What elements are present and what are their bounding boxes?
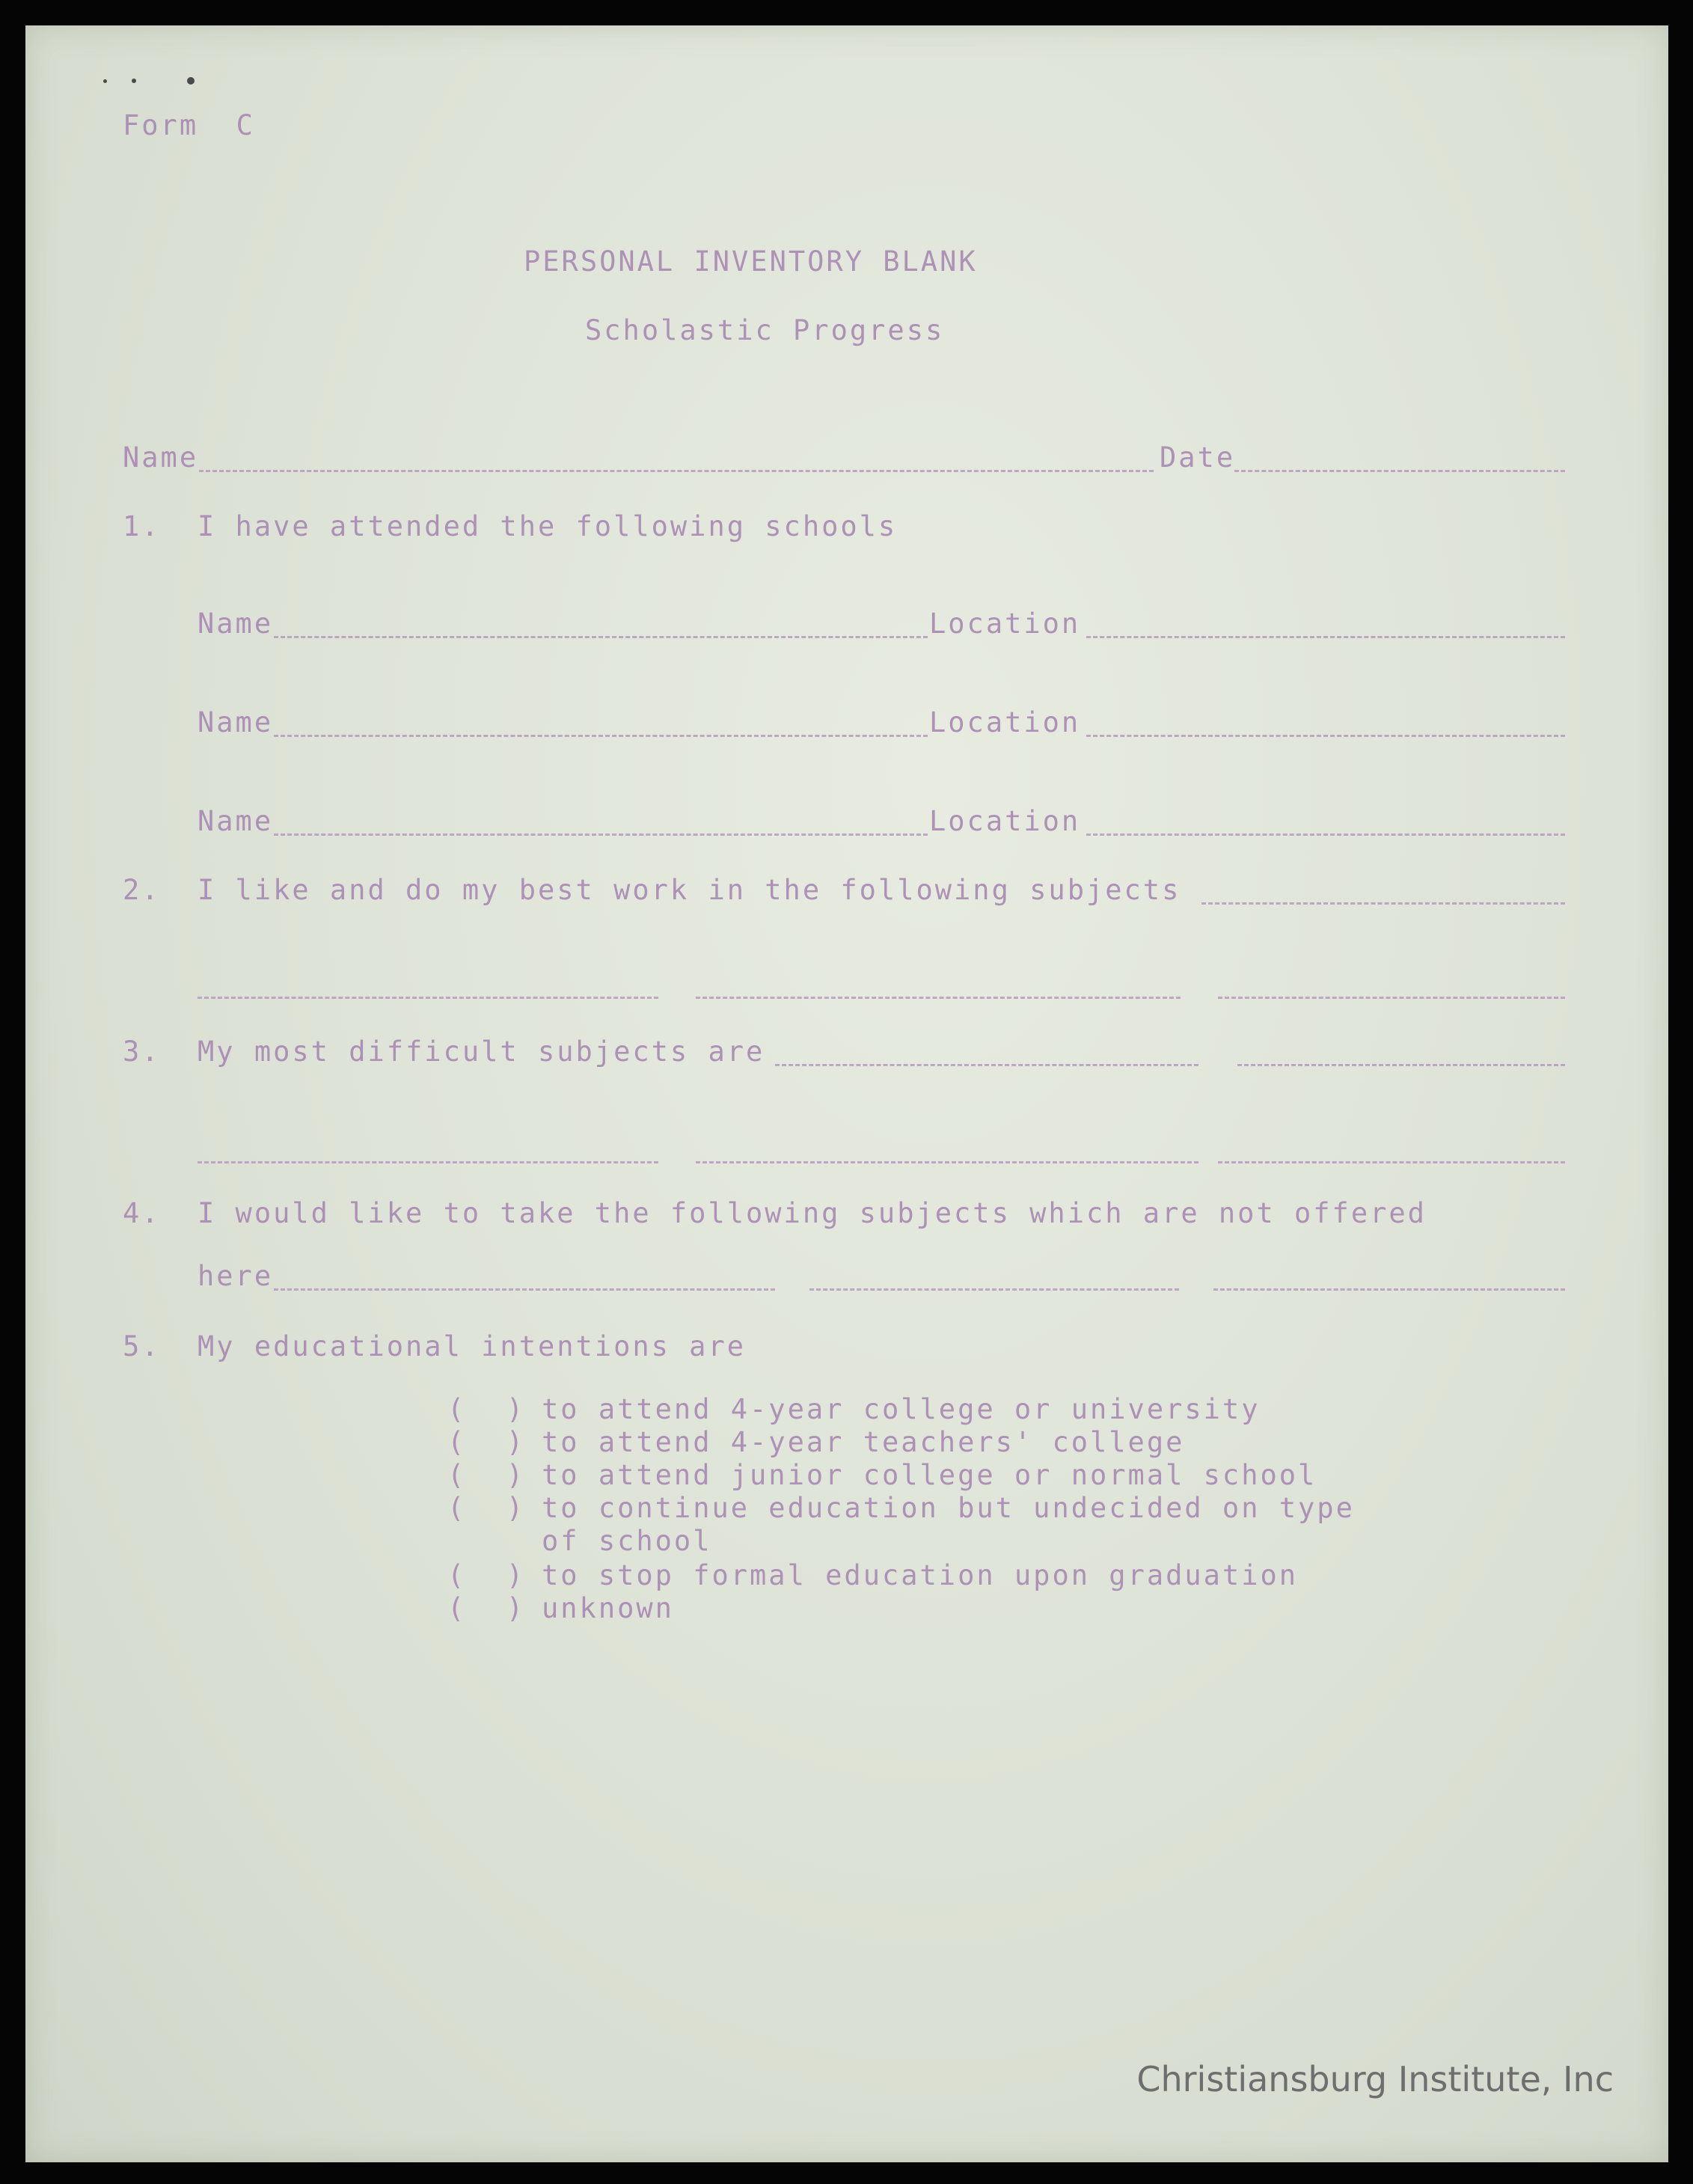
school-location-field[interactable]	[1086, 735, 1565, 737]
hole-dot	[103, 79, 107, 83]
q5-text: My educational intentions are	[198, 1330, 747, 1362]
q4-continuation: here	[198, 1260, 274, 1292]
date-field[interactable]	[1234, 470, 1565, 472]
hole-dot	[187, 77, 195, 85]
q1-number: 1.	[123, 510, 161, 542]
q3-number: 3.	[123, 1036, 161, 1068]
difficult-subject-field[interactable]	[1218, 1161, 1565, 1163]
school-location-field[interactable]	[1086, 636, 1565, 638]
name-field[interactable]	[199, 470, 1154, 472]
best-subject-field[interactable]	[198, 997, 658, 999]
school-location-label: Location	[929, 706, 1081, 738]
name-label: Name	[123, 441, 199, 474]
watermark: Christiansburg Institute, Inc	[1136, 2059, 1614, 2099]
q4-text: I would like to take the following subjects which are not offered	[198, 1197, 1427, 1229]
q3-text: My most difficult subjects are	[198, 1036, 765, 1068]
difficult-subject-field[interactable]	[1237, 1064, 1565, 1066]
option-checkbox[interactable]: ( )	[447, 1426, 527, 1458]
date-label: Date	[1160, 441, 1236, 474]
school-location-label: Location	[929, 805, 1081, 837]
option-label: to attend 4-year teachers' college	[542, 1426, 1185, 1458]
school-name-field[interactable]	[274, 833, 928, 836]
option-checkbox[interactable]: ( )	[447, 1592, 527, 1624]
q2-number: 2.	[123, 874, 161, 906]
option-checkbox[interactable]: ( )	[447, 1459, 527, 1491]
option-label: unknown	[542, 1592, 674, 1624]
q4-number: 4.	[123, 1197, 161, 1229]
hole-dot	[132, 79, 136, 83]
form-subtitle: Scholastic Progress	[585, 314, 945, 346]
difficult-subject-field[interactable]	[775, 1064, 1198, 1066]
school-name-field[interactable]	[274, 735, 928, 737]
q5-number: 5.	[123, 1330, 161, 1362]
form-title: PERSONAL INVENTORY BLANK	[524, 245, 978, 278]
desired-subject-field[interactable]	[809, 1288, 1179, 1291]
difficult-subject-field[interactable]	[198, 1161, 658, 1163]
option-checkbox[interactable]: ( )	[447, 1559, 527, 1591]
desired-subject-field[interactable]	[1213, 1288, 1565, 1291]
q2-text: I like and do my best work in the following subjects	[198, 874, 1181, 906]
school-name-label: Name	[198, 706, 274, 738]
option-label: to attend junior college or normal school	[542, 1459, 1317, 1491]
best-subject-field[interactable]	[1218, 997, 1565, 999]
school-location-label: Location	[929, 608, 1081, 640]
option-label: to continue education but undecided on type	[542, 1492, 1355, 1524]
difficult-subject-field[interactable]	[696, 1161, 1198, 1163]
school-name-label: Name	[198, 805, 274, 837]
option-label-continued: of school	[542, 1525, 712, 1557]
form-label: Form C	[123, 109, 255, 141]
school-name-label: Name	[198, 608, 274, 640]
option-checkbox[interactable]: ( )	[447, 1492, 527, 1524]
school-name-field[interactable]	[274, 636, 928, 638]
best-subject-field[interactable]	[696, 997, 1181, 999]
desired-subject-field[interactable]	[274, 1288, 775, 1291]
school-location-field[interactable]	[1086, 833, 1565, 836]
best-subject-field[interactable]	[1201, 902, 1565, 905]
option-checkbox[interactable]: ( )	[447, 1393, 527, 1425]
option-label: to attend 4-year college or university	[542, 1393, 1261, 1425]
option-label: to stop formal education upon graduation	[542, 1559, 1299, 1591]
q1-text: I have attended the following schools	[198, 510, 898, 542]
